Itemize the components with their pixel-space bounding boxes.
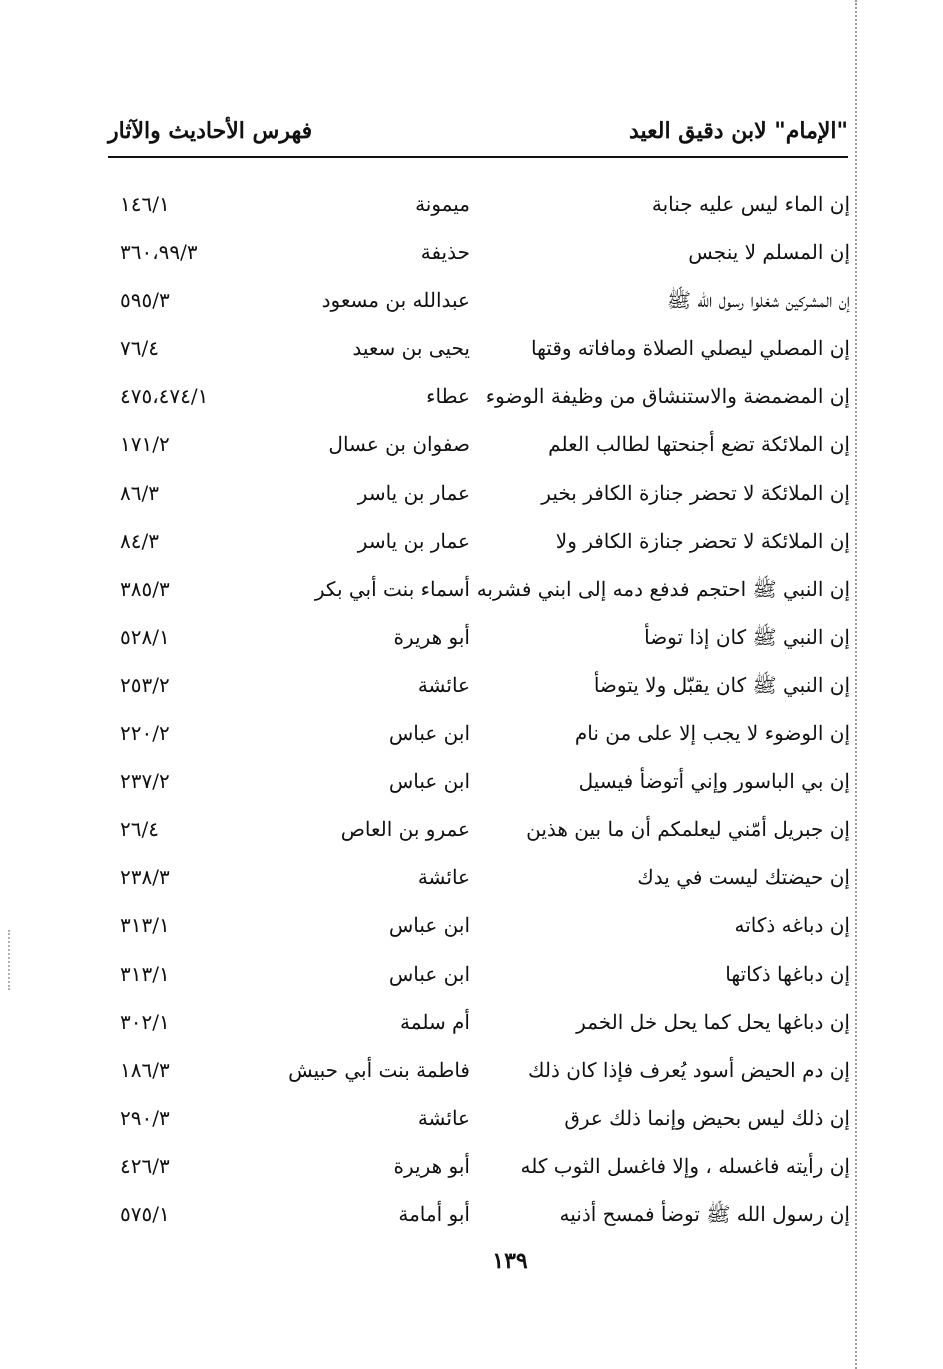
narrator: فاطمة بنت أبي حبيش <box>288 1057 470 1082</box>
hadith-text: إن دباغها ذكاتها <box>725 961 850 986</box>
narrator: عمار بن ياسر <box>357 480 470 505</box>
index-row <box>120 378 850 426</box>
hadith-text: إن المسلم لا ينجس <box>688 240 850 265</box>
reference: ٣٨٥/٣ <box>120 576 170 601</box>
reference: ٢٢٠/٢ <box>120 721 170 746</box>
hadith-text: إن رأيته فاغسله ، وإلا فاغسل الثوب كله <box>520 1153 850 1178</box>
narrator: ميمونة <box>415 192 470 216</box>
hadith-text: إن النبي ﷺ كان إذا توضأ <box>644 624 850 649</box>
reference: ١٧١/٢ <box>120 432 170 457</box>
index-row <box>120 1004 850 1052</box>
reference: ٣١٣/١ <box>120 961 170 986</box>
reference: ٣٠٢/١ <box>120 1009 170 1034</box>
narrator: أبو هريرة <box>393 624 470 649</box>
hadith-text: إن النبي ﷺ كان يقبّل ولا يتوضأ <box>593 672 850 697</box>
index-row <box>120 1052 850 1100</box>
hadith-text: إن النبي ﷺ احتجم فدفع دمه إلى ابني فشربه <box>476 576 850 601</box>
index-row <box>120 330 850 378</box>
book-title: "الإمام" لابن دقيق العيد <box>628 118 848 144</box>
index-row <box>120 667 850 715</box>
narrator: أم سلمة <box>400 1009 470 1034</box>
narrator: عمرو بن العاص <box>340 817 470 842</box>
hadith-text: إن الملائكة تضع أجنحتها لطالب العلم <box>548 432 850 457</box>
narrator: عبدالله بن مسعود <box>321 288 470 313</box>
hadith-text: إن حيضتك ليست في يدك <box>637 865 850 890</box>
narrator: حذيفة <box>420 240 470 265</box>
narrator: صفوان بن عسال <box>328 432 470 457</box>
scan-edge-dots <box>855 0 857 1369</box>
narrator: عائشة <box>417 672 470 697</box>
narrator: عائشة <box>417 1105 470 1130</box>
reference: ٢٩٠/٣ <box>120 1105 170 1130</box>
narrator: ابن عباس <box>388 961 470 986</box>
hadith-text: إن ذلك ليس بحيض وإنما ذلك عرق <box>564 1105 850 1130</box>
reference: ٢٣٧/٢ <box>120 769 170 794</box>
reference: ٤٧٥،٤٧٤/١ <box>120 384 209 409</box>
hadith-text: إن الماء ليس عليه جنابة <box>651 192 850 216</box>
index-row <box>120 475 850 523</box>
section-title: فهرس الأحاديث والآثار <box>108 118 313 144</box>
index-row <box>120 811 850 859</box>
reference: ٨٤/٣ <box>120 528 159 553</box>
reference: ٤٢٦/٣ <box>120 1153 170 1178</box>
hadith-text: إن الوضوء لا يجب إلا على من نام <box>574 721 850 746</box>
hadith-text: إن الملائكة لا تحضر جنازة الكافر ولا <box>555 528 850 553</box>
hadith-text: إن دباغها يحل كما يحل خل الخمر <box>576 1009 850 1034</box>
header-rule <box>108 156 848 158</box>
narrator: أبو هريرة <box>393 1153 470 1178</box>
index-row <box>120 763 850 811</box>
scan-edge-dots-left <box>8 930 10 990</box>
index-row <box>120 234 850 282</box>
index-row <box>120 859 850 907</box>
index-row <box>120 907 850 955</box>
narrator: أسماء بنت أبي بكر <box>314 576 470 601</box>
narrator: يحيى بن سعيد <box>352 336 470 361</box>
reference: ١٨٦/٣ <box>120 1057 170 1082</box>
narrator: ابن عباس <box>388 769 470 794</box>
hadith-index-list <box>120 186 850 1244</box>
hadith-text: إن الملائكة لا تحضر جنازة الكافر بخير <box>541 480 850 505</box>
running-header <box>108 118 848 156</box>
index-row <box>120 523 850 571</box>
reference: ٥٩٥/٣ <box>120 288 170 313</box>
hadith-text: إن دم الحيض أسود يُعرف فإذا كان ذلك <box>528 1057 850 1082</box>
hadith-text: إن المشركين شغلوا رسول الله ﷺ <box>666 288 850 313</box>
narrator: عمار بن ياسر <box>357 528 470 553</box>
reference: ١٤٦/١ <box>120 192 170 216</box>
narrator: عائشة <box>417 865 470 890</box>
narrator: عطاء <box>426 384 470 409</box>
hadith-text: إن رسول الله ﷺ توضأ فمسح أذنيه <box>559 1201 850 1226</box>
index-row <box>120 426 850 474</box>
index-row <box>120 186 850 234</box>
index-row <box>120 1196 850 1244</box>
reference: ٢٦/٤ <box>120 817 159 842</box>
reference: ٢٣٨/٣ <box>120 865 170 890</box>
reference: ٣٦٠،٩٩/٣ <box>120 240 198 265</box>
narrator: ابن عباس <box>388 913 470 938</box>
reference: ٨٦/٣ <box>120 480 159 505</box>
index-row <box>120 1148 850 1196</box>
index-row <box>120 571 850 619</box>
index-row <box>120 619 850 667</box>
narrator: ابن عباس <box>388 721 470 746</box>
reference: ٢٥٣/٢ <box>120 672 170 697</box>
narrator: أبو أمامة <box>398 1201 470 1226</box>
hadith-text: إن دباغه ذكاته <box>734 913 850 938</box>
page-number: ١٣٩ <box>492 1248 528 1274</box>
reference: ٧٦/٤ <box>120 336 159 361</box>
hadith-text: إن المصلي ليصلي الصلاة ومافاته وقتها <box>530 336 850 361</box>
hadith-text: إن بي الباسور وإني أتوضأ فيسيل <box>578 769 850 794</box>
index-row <box>120 282 850 330</box>
hadith-text: إن جبريل أمّني ليعلمكم أن ما بين هذين <box>526 817 850 842</box>
reference: ٣١٣/١ <box>120 913 170 938</box>
reference: ٥٢٨/١ <box>120 624 170 649</box>
reference: ٥٧٥/١ <box>120 1201 170 1226</box>
hadith-text: إن المضمضة والاستنشاق من وظيفة الوضوء <box>485 384 850 409</box>
index-row <box>120 956 850 1004</box>
index-row <box>120 1100 850 1148</box>
index-row <box>120 715 850 763</box>
